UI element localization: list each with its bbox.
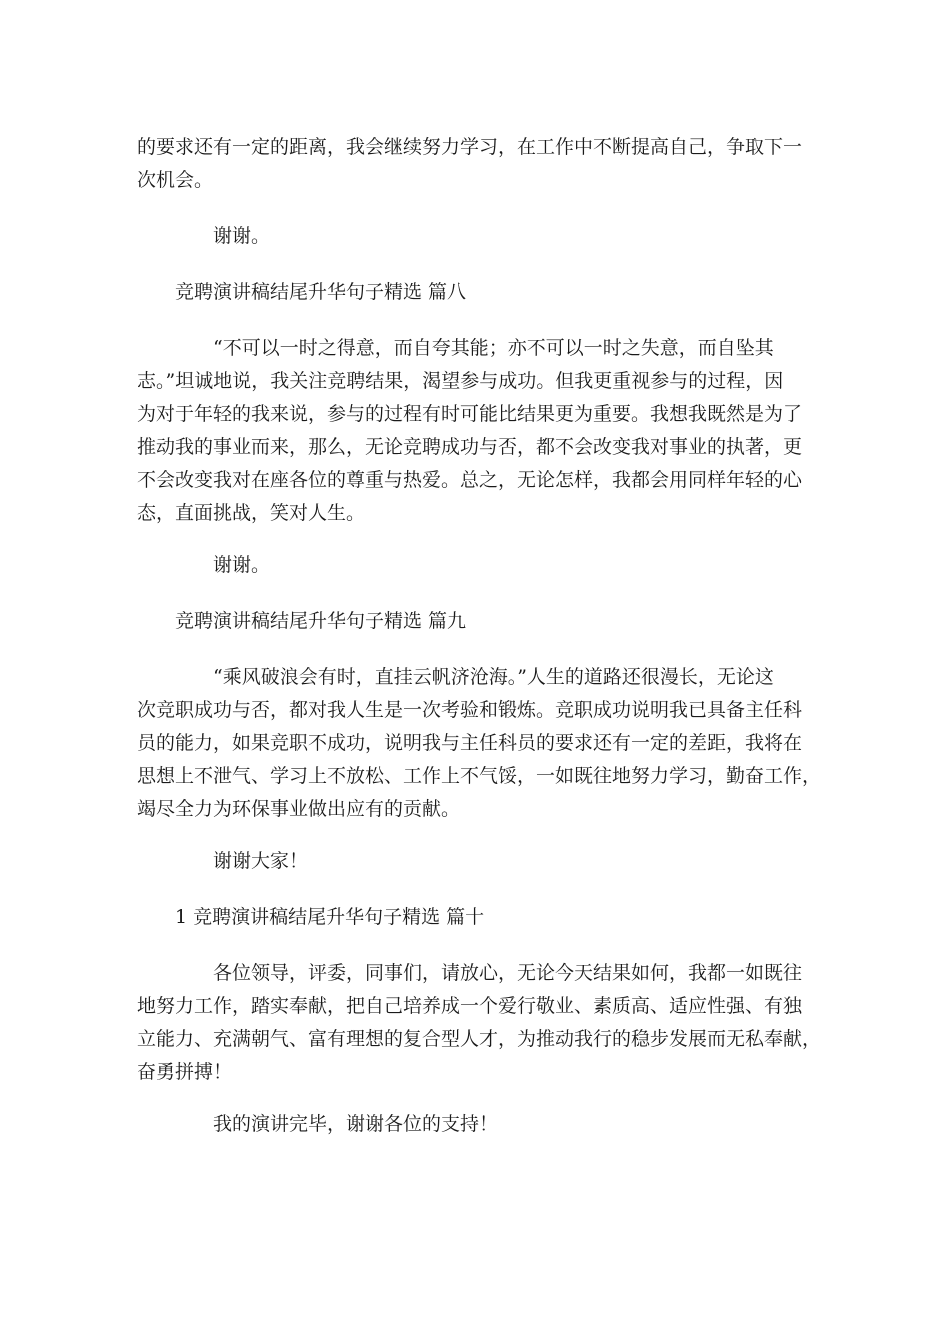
- text-line: 立能力、充满朝气、富有理想的复合型人才，为推动我行的稳步发展而无私奉献，: [137, 1028, 822, 1050]
- text-line: “不可以一时之得意，而自夸其能；亦不可以一时之失意，而自坠其: [213, 337, 774, 359]
- text-line: 态，直面挑战，笑对人生。: [137, 502, 366, 524]
- text-line: 志。”坦诚地说，我关注竞聘结果，渴望参与成功。但我更重视参与的过程，因: [137, 370, 784, 392]
- heading-text: 1 竞聘演讲稿结尾升华句子精选 篇十: [175, 906, 485, 928]
- text-line: 我的演讲完毕，谢谢各位的支持！: [213, 1113, 499, 1135]
- text-line: 谢谢大家！: [213, 850, 309, 872]
- heading-text: 竞聘演讲稿结尾升华句子精选 篇九: [175, 610, 467, 632]
- section-heading-10: [137, 901, 855, 934]
- text-line: 奋勇拼搏！: [137, 1061, 233, 1083]
- text-line: 次机会。: [137, 169, 214, 191]
- text-line: 谢谢。: [213, 225, 271, 247]
- text-line: 推动我的事业而来，那么，无论竞聘成功与否，都不会改变我对事业的执著，更: [137, 436, 803, 458]
- text-line: 的要求还有一定的距离，我会继续努力学习，在工作中不断提高自己，争取下一: [137, 136, 803, 158]
- heading-text: 竞聘演讲稿结尾升华句子精选 篇八: [175, 281, 467, 303]
- section-heading-9: [137, 605, 855, 638]
- text-line: 为对于年轻的我来说，参与的过程有时可能比结果更为重要。我想我既然是为了: [137, 403, 803, 425]
- text-line: 谢谢。: [213, 554, 271, 576]
- text-line: 思想上不泄气、学习上不放松、工作上不气馁，一如既往地努力学习，勤奋工作，: [137, 765, 822, 787]
- text-line: 员的能力，如果竞职不成功，说明我与主任科员的要求还有一定的差距，我将在: [137, 732, 803, 754]
- text-line: 不会改变我对在座各位的尊重与热爱。总之，无论怎样，我都会用同样年轻的心: [137, 469, 803, 491]
- text-line: 次竞职成功与否，都对我人生是一次考验和锻炼。竞职成功说明我已具备主任科: [137, 699, 803, 721]
- paragraph-thanks: [137, 549, 817, 582]
- text-line: 地努力工作，踏实奉献，把自己培养成一个爱行敬业、素质高、适应性强、有独: [137, 995, 803, 1017]
- paragraph-thanks: [137, 845, 817, 878]
- paragraph-continued: [137, 131, 817, 197]
- paragraph-thanks: [137, 220, 817, 253]
- paragraph: [137, 957, 822, 1089]
- text-line: 竭尽全力为环保事业做出应有的贡献。: [137, 798, 461, 820]
- paragraph-closing: [137, 1108, 817, 1141]
- text-line: 各位领导，评委，同事们，请放心，无论今天结果如何，我都一如既往: [213, 962, 803, 984]
- paragraph: [137, 332, 817, 530]
- text-line: “乘风破浪会有时，直挂云帆济沧海。”人生的道路还很漫长，无论这: [213, 666, 774, 688]
- paragraph: [137, 661, 822, 826]
- section-heading-8: [137, 276, 855, 309]
